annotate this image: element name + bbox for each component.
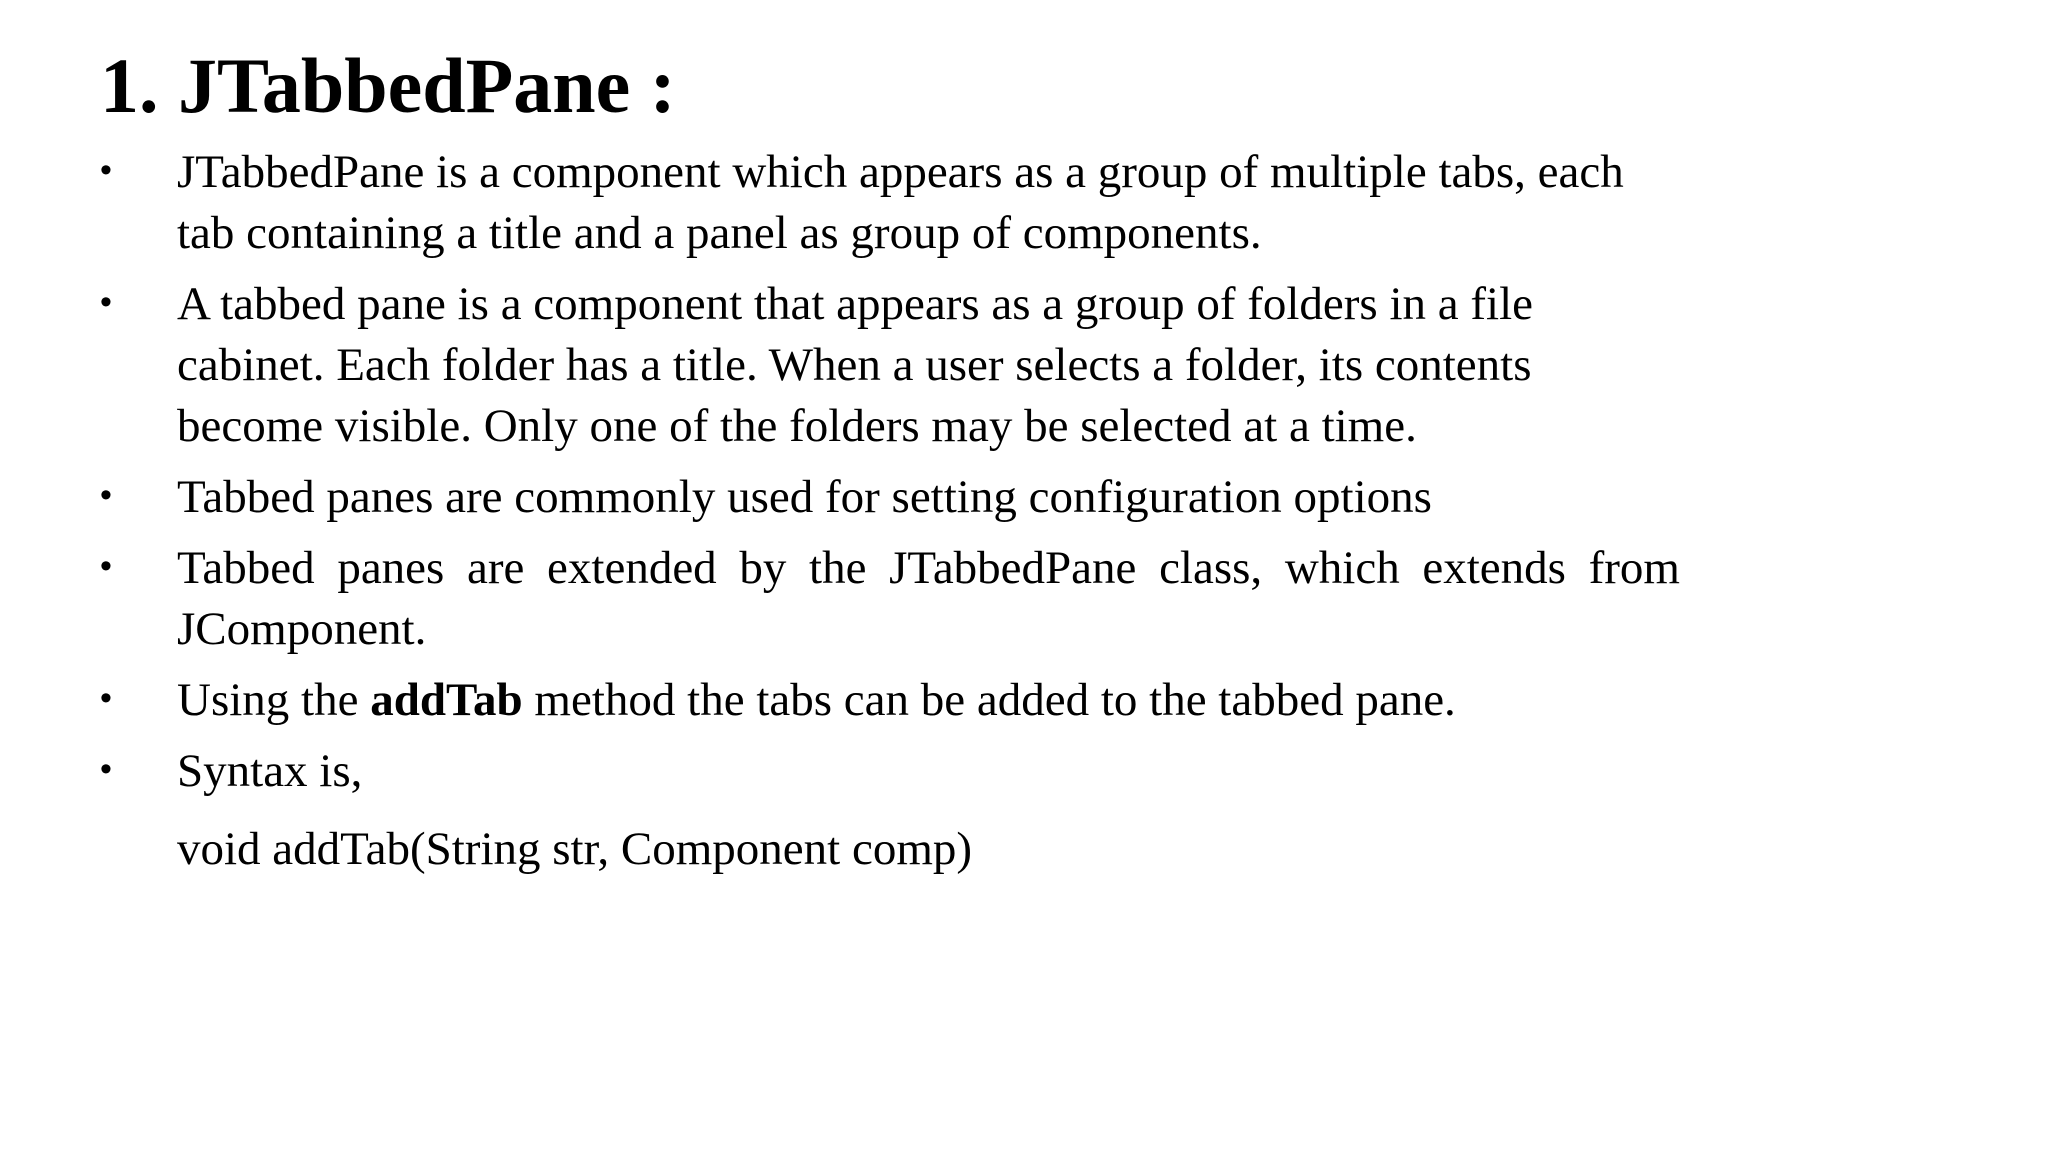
bullet-dot: • bbox=[100, 476, 112, 514]
bullet-text: Tabbed panes are commonly used for setting configuration options bbox=[177, 471, 1432, 523]
bullet-dot: • bbox=[100, 283, 112, 321]
bullet-item bbox=[100, 467, 1680, 528]
bullet-item bbox=[100, 741, 1680, 802]
syntax-signature: void addTab(String str, Component comp) bbox=[177, 823, 973, 875]
bullet-dot: • bbox=[100, 547, 112, 585]
bullet-text-suffix: method the tabs can be added to the tabbed pane. bbox=[522, 674, 1456, 726]
bullet-list bbox=[100, 142, 1680, 812]
bullet-item bbox=[100, 274, 1680, 457]
bullet-text-prefix: Using the bbox=[177, 674, 371, 726]
bullet-dot: • bbox=[100, 679, 112, 717]
bullet-item bbox=[100, 538, 1680, 660]
method-name: addTab bbox=[370, 674, 523, 726]
bullet-text: JTabbedPane is a component which appears as a group of multiple tabs, each tab containing a title and a panel as group of components. bbox=[177, 146, 1624, 259]
slide-title: 1. JTabbedPane : bbox=[100, 42, 676, 129]
bullet-dot: • bbox=[100, 151, 112, 189]
bullet-item bbox=[100, 670, 1680, 731]
bullet-text: Tabbed panes are extended by the JTabbedPane class, which extends from JComponent. bbox=[177, 542, 1680, 655]
bullet-text: A tabbed pane is a component that appears as a group of folders in a file cabinet. Each folder has a title. When a user selects a folder, its contents become visible. Only one of the folders may be selected at a time. bbox=[177, 278, 1534, 452]
bullet-item bbox=[100, 142, 1680, 264]
bullet-text: Syntax is, bbox=[177, 745, 363, 797]
bullet-dot: • bbox=[100, 750, 112, 788]
